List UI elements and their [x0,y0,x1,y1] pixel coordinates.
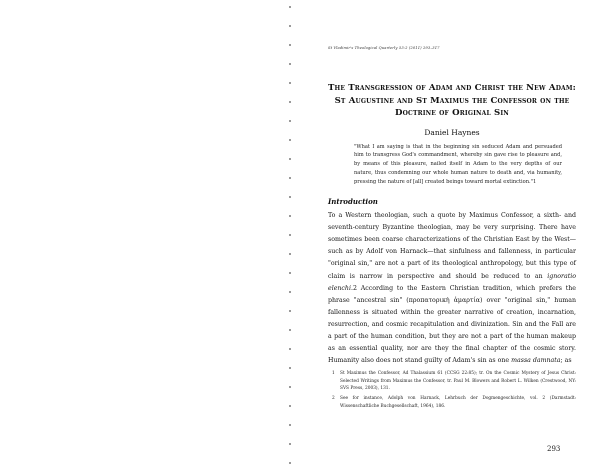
gutter-speck [289,386,291,388]
gutter-speck [289,25,291,27]
gutter-speck [289,158,291,160]
footnote [328,395,576,410]
gutter-speck [289,443,291,445]
gutter-speck [289,139,291,141]
author-name: Daniel Haynes [424,127,480,137]
gutter-speck [289,424,291,426]
gutter-speck [289,196,291,198]
gutter-speck [289,120,291,122]
gutter-speck [289,6,291,8]
gutter-speck [289,329,291,331]
footnote-text: St Maximus the Confessor, Ad Thalassium 61 (CCSG 22:85); tr. On the Cosmic Mystery of Jesus Christ: Selected Writings from Maximus the Confessor, tr. Paul M. Blowers and Robert L. Wilken (Crestwood, NY: SVS Press, 2003), 131. [340,371,576,392]
gutter-speck [289,348,291,350]
body-text-part: To a Western theologian, such a quote by Maximus Confessor, a sixth- and seventh-century Byzantine theologian, may be very surprising. There have sometimes been coarse characterizations of the Christian East by the West—such as by Adolf von Harnack—that sinfulness and fallenness, in particular "original sin," are not a part of its theological anthropology, but this type of claim is narrow in perspective and should be reduced to an [328,212,576,280]
footnote-number: 2 [332,396,335,402]
footnotes [328,370,576,410]
gutter-speck [289,82,291,84]
footnote [328,370,576,393]
body-paragraph [328,210,576,367]
body-italic-term: ignoratio elenchi [328,272,576,292]
gutter-speck [289,253,291,255]
gutter-speck [289,272,291,274]
body-italic-term: massa damnata [511,357,561,365]
body-text-part: .2 According to the Eastern Christian tradition, which prefers the phrase "ancestral sin" (προπατορικὴ ἁμαρτία) over "original sin," human fallenness is situated within the greater narrative of creation, incarnation, resurrection, and cosmic recapitulation and divinization. Sin and the Fall are a part of the human condition, but they are not a part of the human makeup as an essential quality, nor are they the final chapter of the cosmic story. Humanity also does not stand guilty of Adam's sin as one [328,284,576,365]
gutter-speck [289,291,291,293]
gutter-speck [289,405,291,407]
gutter-speck [289,215,291,217]
facing-page-blank [0,0,294,464]
footnote-text: See for instance, Adolph von Harnack, Lehrbuch der Dogmengeschichte, vol. 2 (Darmstadt: Wissenschaftliche Buchgesellschaft, 1964), 186. [340,396,576,409]
journal-reference: St Vladimir's Theological Quarterly 53:2 (2011) 293–317 [328,46,440,50]
epigraph-quote: "What I am saying is that in the beginning sin seduced Adam and persuaded him to transgress God's commandment, whereby sin gave rise to pleasure and, by means of this pleasure, nailed itself in Adam to the very depths of our nature, thus condemning our whole human nature to death and, via humanity, pressing the nature of [all] created beings toward mortal extinction."1 [354,143,562,186]
gutter-speck [289,177,291,179]
binding-gutter [289,0,297,464]
gutter-speck [289,63,291,65]
title-text: The Transgression of Adam and Christ the New Adam: St Augustine and St Maximus the Confessor on the Doctrine of Original Sin [328,83,576,118]
gutter-speck [289,101,291,103]
gutter-speck [289,44,291,46]
gutter-speck [289,310,291,312]
gutter-speck [289,234,291,236]
page-number: 293 [547,445,561,453]
gutter-speck [289,367,291,369]
article-title [328,82,576,120]
document-page [328,45,576,410]
footnote-number: 1 [332,371,335,377]
body-text-part: ; as [560,357,572,365]
section-heading: Introduction [328,197,378,207]
